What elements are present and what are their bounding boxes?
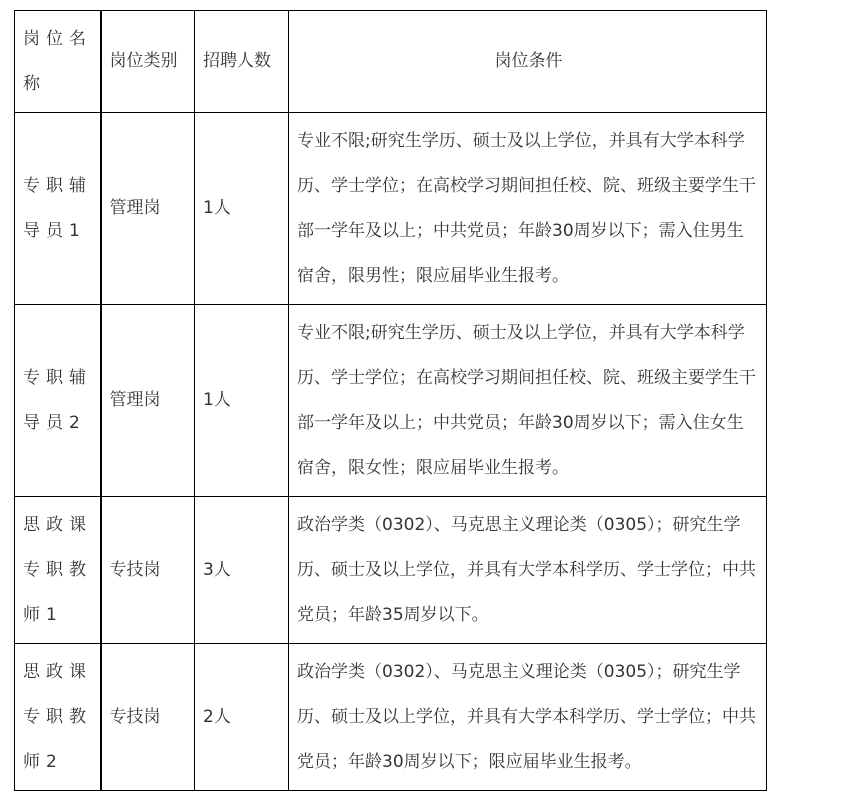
hire-count-cell: 2人 [195, 644, 289, 791]
table-header-row [15, 11, 767, 113]
position-name-cell: 思政课专职教师1 [15, 497, 101, 644]
hire-count-cell: 1人 [195, 113, 289, 305]
hire-count-cell: 1人 [195, 305, 289, 497]
header-position-name: 岗位名称 [15, 11, 101, 113]
position-name-cell: 思政课专职教师2 [15, 644, 101, 791]
position-conditions-cell: 政治学类（0302）、马克思主义理论类（0305）；研究生学历、硕士及以上学位，并具有大学本科学历、学士学位；中共党员；年龄35周岁以下。 [289, 497, 767, 644]
position-conditions-cell: 政治学类（0302）、马克思主义理论类（0305）；研究生学历、硕士及以上学位，并具有大学本科学历、学士学位；中共党员；年龄30周岁以下；限应届毕业生报考。 [289, 644, 767, 791]
position-conditions-cell: 专业不限;研究生学历、硕士及以上学位，并具有大学本科学历、学士学位；在高校学习期间担任校、院、班级主要学生干部一学年及以上；中共党员；年龄30周岁以下；需入住男生宿舍，限男性；限应届毕业生报考。 [289, 113, 767, 305]
position-conditions-cell: 专业不限;研究生学历、硕士及以上学位，并具有大学本科学历、学士学位；在高校学习期间担任校、院、班级主要学生干部一学年及以上；中共党员；年龄30周岁以下；需入住女生宿舍，限女性；限应届毕业生报考。 [289, 305, 767, 497]
table-row [15, 113, 767, 305]
position-category-cell: 管理岗 [101, 305, 195, 497]
header-position-conditions: 岗位条件 [289, 11, 767, 113]
position-name-cell: 专职辅导员2 [15, 305, 101, 497]
position-category-cell: 管理岗 [101, 113, 195, 305]
header-hire-count: 招聘人数 [195, 11, 289, 113]
position-category-cell: 专技岗 [101, 497, 195, 644]
hire-count-cell: 3人 [195, 497, 289, 644]
table-row [15, 305, 767, 497]
position-name-cell: 专职辅导员1 [15, 113, 101, 305]
table-row [15, 644, 767, 791]
job-requirements-table [14, 10, 767, 791]
table-row [15, 497, 767, 644]
header-position-category: 岗位类别 [101, 11, 195, 113]
position-category-cell: 专技岗 [101, 644, 195, 791]
